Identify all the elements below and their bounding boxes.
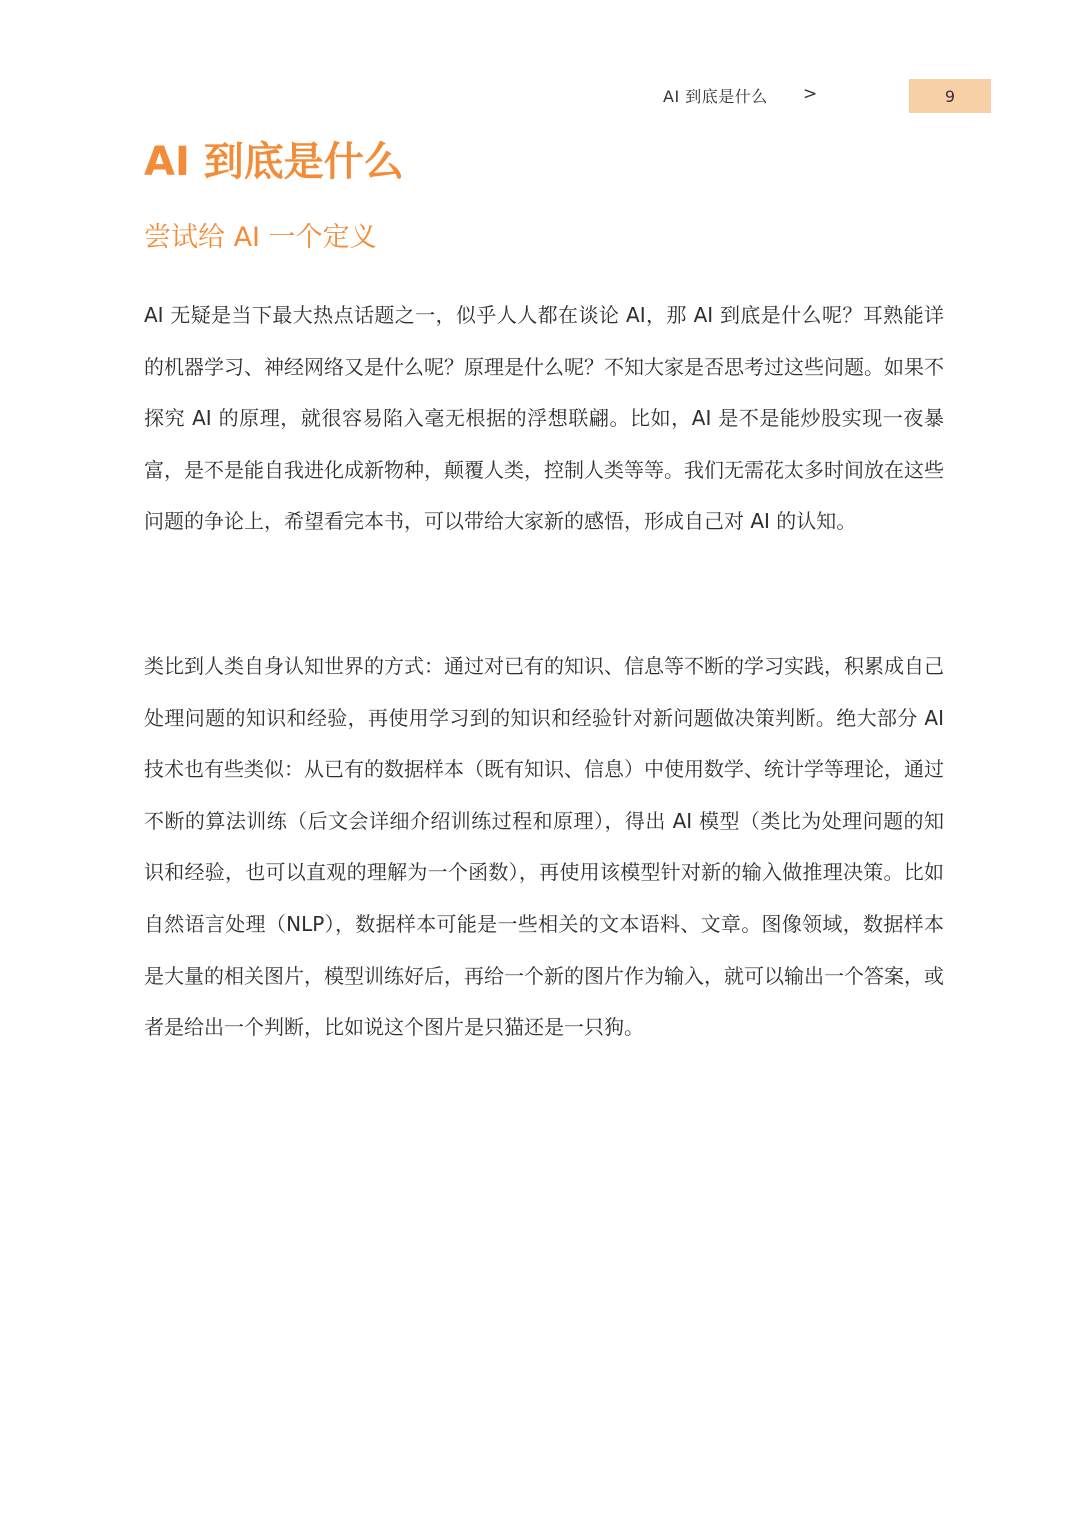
page-number-box: [909, 79, 991, 113]
page-title: AI 到底是什么: [144, 139, 404, 185]
body-paragraph-2: 类比到人类自身认知世界的方式：通过对已有的知识、信息等不断的学习实践，积累成自己处理问题的知识和经验，再使用学习到的知识和经验针对新问题做决策判断。绝大部分 AI 技术也有些类似：从已有的数据样本（既有知识、信息）中使用数学、统计学等理论，通过不断的算法训练（后文会详细介绍训练过程和原理），得出 AI 模型（类比为处理问题的知识和经验，也可以直观的理解为一个函数），再使用该模型针对新的输入做推理决策。比如自然语言处理（NLP），数据样本可能是一些相关的文本语料、文章。图像领域，数据样本是大量的相关图片，模型训练好后，再给一个新的图片作为输入，就可以输出一个答案，或者是给出一个判断，比如说这个图片是只猫还是一只狗。: [144, 654, 944, 1040]
running-header-section: AI 到底是什么: [663, 87, 768, 106]
page-number: 9: [944, 86, 956, 106]
section-subtitle: 尝试给 AI 一个定义: [144, 222, 377, 253]
body-paragraph-1: AI 无疑是当下最大热点话题之一，似乎人人都在谈论 AI，那 AI 到底是什么呢？耳熟能详的机器学习、神经网络又是什么呢？原理是什么呢？不知大家是否思考过这些问题。如果不探究 AI 的原理，就很容易陷入毫无根据的浮想联翩。比如，AI 是不是能炒股实现一夜暴富，是不是能自我进化成新物种，颠覆人类，控制人类等等。我们无需花太多时间放在这些问题的争论上，希望看完本书，可以带给大家新的感悟，形成自己对 AI 的认知。: [144, 303, 944, 534]
running-header-arrow: >: [803, 84, 818, 104]
